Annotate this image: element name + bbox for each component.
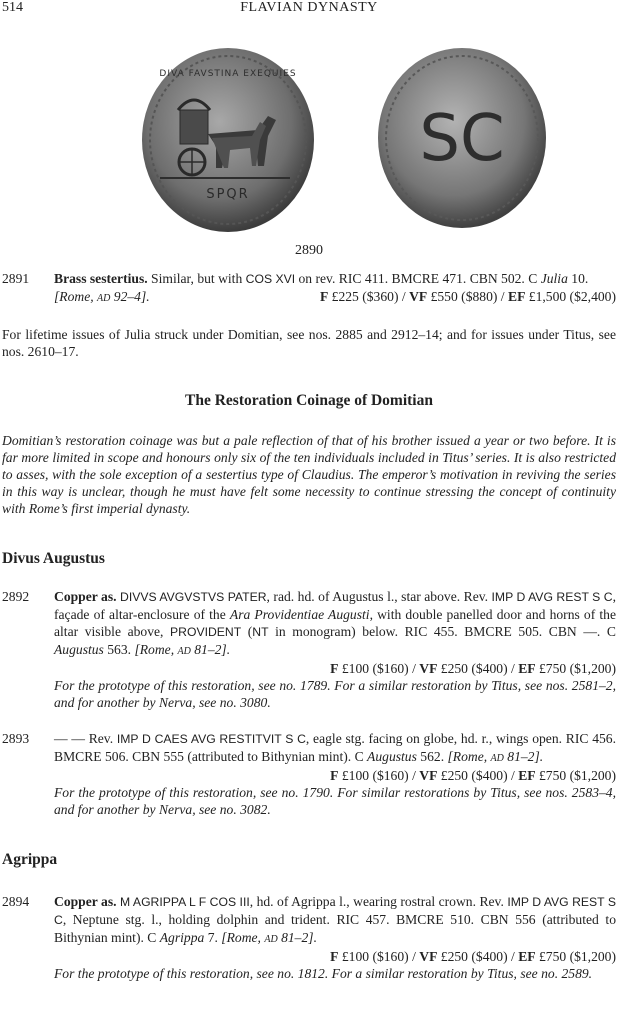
legend: COS XVI <box>245 272 296 286</box>
entry-note: For the prototype of this restoration, see no. 1789. For a similar restoration by Titus, see nos. 2581–2, and for another by Nerva, see no. 3080. <box>54 678 616 710</box>
subheading-agrippa: Agrippa <box>2 851 58 868</box>
reverse-sc: SC <box>419 102 505 176</box>
coin-type: Copper as. <box>54 589 117 604</box>
note-julia: For lifetime issues of Julia struck under Domitian, see nos. 2885 and 2912–14; and for issues under Titus, see nos. 2610–17. <box>2 327 616 359</box>
obverse-exergue: SPQR <box>206 187 250 202</box>
entry-number: 2892 <box>2 589 30 604</box>
price-line: F £100 ($160) / VF £250 ($400) / EF £750 ($1,200) <box>330 949 616 964</box>
entry-note: For the prototype of this restoration, see no. 1812. For a similar restoration by Titus, see no. 2589. <box>54 966 593 981</box>
price-line: F £100 ($160) / VF £250 ($400) / EF £750 ($1,200) <box>330 661 616 676</box>
catalog-entry-2894: 2894 Copper as. M AGRIPPA L F COS III, hd. of Agrippa l., wearing rostral crown. Rev. IMP D AVG REST S C, Neptune stg. l., holding dolphin and trident. RIC 457. BMCRE 510. CBN 556 (attributed to Bithynian mint). C Agrippa 7. [Rome, AD 81–2]. F £100 ($160) / VF £250 ($400) / EF £750 ($1,200) For the prototype of this restoration, see no. 1812. For a similar restoration by Titus, see no. 2589. <box>2 894 616 981</box>
page-number: 514 <box>2 0 23 15</box>
entry-number: 2891 <box>2 271 30 286</box>
page-header <box>0 0 618 20</box>
obverse-legend: DIVA FAVSTINA EXEQUIES <box>159 69 297 79</box>
subheading-divus-augustus: Divus Augustus <box>2 550 105 567</box>
entry-note: For the prototype of this restoration, see no. 1790. For similar restorations by Titus, see nos. 2583–4, and for another by Nerva, see no. 3082. <box>54 785 616 817</box>
catalog-entry-2893: 2893 — — Rev. IMP D CAES AVG RESTITVIT S C, eagle stg. facing on globe, hd. r., wings open. RIC 456. BMCRE 506. CBN 555 (attributed to Bithynian mint). C Augustus 562. [Rome, AD 81–2]. F £100 ($160) / VF £250 ($400) / EF £750 ($1,200) For the prototype of this restoration, see no. 1790. For similar restorations by Titus, see nos. 2583–4, and for another by Nerva, see no. 3082. <box>2 731 616 817</box>
legend: M AGRIPPA L F COS III <box>120 895 250 909</box>
coin-obverse <box>142 48 314 232</box>
intro-paragraph: Domitian’s restoration coinage was but a pale reflection of that of his brother issued a year or two before. It is far more limited in scope and honours only six of the ten individuals included in Titus’ series. It is also restricted to asses, with the sole exception of a sestertius type of Claudius. The emperor’s motivation in reviving the series in this way is unclear, though he must have felt some necessity to continue stressing the concept of continuity with Rome’s first imperial dynasty. <box>2 433 616 516</box>
catalog-entry-2892: 2892 Copper as. DIVVS AVGVSTVS PATER, rad. hd. of Augustus l., star above. Rev. IMP D AVG REST S C, façade of altar-enclosure of the Ara Providentiae Augusti, with double panelled door and horns of the altar visible above, PROVIDENT (NT in monogram) below. RIC 455. BMCRE 505. CBN —. C Augustus 563. [Rome, AD 81–2]. F £100 ($160) / VF £250 ($400) / EF £750 ($1,200) For the prototype of this restoration, see no. 1789. For a similar restoration by Titus, see nos. 2581–2, and for another by Nerva, see no. 3080. <box>2 589 616 710</box>
entry-number: 2893 <box>2 731 30 746</box>
entry-number: 2894 <box>2 894 30 909</box>
legend: IMP D CAES AVG RESTITVIT S C <box>116 732 306 746</box>
coin-type: Copper as. <box>54 894 117 909</box>
section-title: The Restoration Coinage of Domitian <box>185 392 433 409</box>
price-line: F £225 ($360) / VF £550 ($880) / EF £1,500 ($2,400) <box>319 289 616 304</box>
figure-caption: 2890 <box>295 243 323 258</box>
coin-reverse <box>378 48 546 228</box>
catalog-entry-2891: 2891 Brass sestertius. Similar, but with COS XVI on rev. RIC 411. BMCRE 471. CBN 502. C Julia 10. [Rome, AD 92–4]. F £225 ($360) / VF £550 ($880) / EF £1,500 ($2,400) <box>2 271 616 304</box>
coin-type: Brass sestertius. <box>54 271 148 286</box>
legend: DIVVS AVGVSTVS PATER <box>120 590 267 604</box>
running-head: FLAVIAN DYNASTY <box>240 0 378 15</box>
coin-photo-2890 <box>140 38 550 238</box>
price-line: F £100 ($160) / VF £250 ($400) / EF £750 ($1,200) <box>330 768 616 783</box>
